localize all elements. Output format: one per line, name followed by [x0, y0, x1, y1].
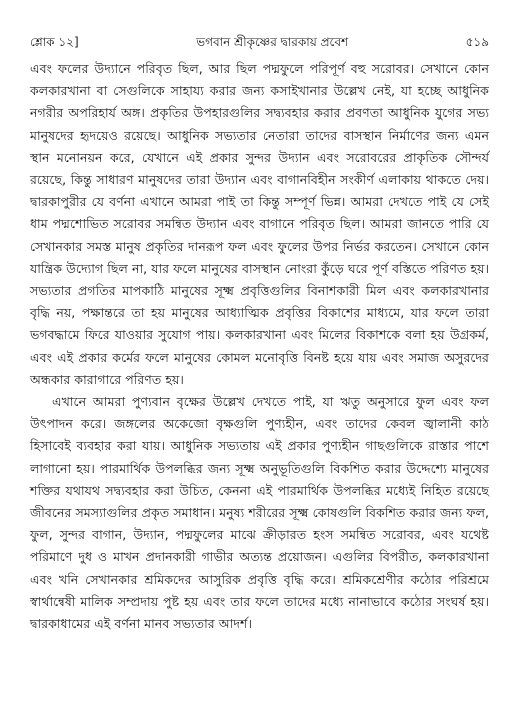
- page-number: ৫১৯: [465, 35, 489, 49]
- chapter-title: ভগবান শ্রীকৃষ্ণের দ্বারকায় প্রবেশ: [196, 35, 349, 49]
- paragraph: এবং ফলের উদ্যানে পরিবৃত ছিল, আর ছিল পদ্মফুলে পরিপূর্ণ বহু সরোবর। সেখানে কোন কলকারখানা বা সেগুলিকে সাহায্য করার জন্য কসাইখানার উল্লেখ নেই, যা হচ্ছে আধুনিক নগরীর অপরিহার্য অঙ্গ। প্রকৃতির উপহারগুলির সদ্ব্যবহার করার প্রবণতা আধুনিক যুগের সভ্য মানুষদের হৃদয়েও রয়েছে। আধুনিক সভ্যতার নেতারা তাদের বাসস্থান নির্মাণের জন্য এমন স্থান মনোনয়ন করে, যেখানে এই প্রকার সুন্দর উদ্যান এবং সরোবরের প্রাকৃতিক সৌন্দর্য রয়েছে, কিন্তু সাধারণ মানুষদের তারা উদ্যান এবং বাগানবিহীন সংকীর্ণ এলাকায় থাকতে দেয়। দ্বারকাপুরীর যে বর্ণনা এখানে আমরা পাই তা কিন্তু সম্পূর্ণ ভিন্ন। আমরা দেখতে পাই যে সেই ধাম পদ্মশোভিত সরোবর সমন্বিত উদ্যান এবং বাগানে পরিবৃত ছিল। আমরা জানতে পারি যে সেখানকার সমস্ত মানুষ প্রকৃতির দানরূপ ফল এবং ফুলের উপর নির্ভর করতেন। সেখানে কোন যান্ত্রিক উদ্যোগ ছিল না, যার ফলে মানুষের বাসস্থান নোংরা কুঁড়ে ঘরে পূর্ণ বস্তিতে পরিণত হয়। সভ্যতার প্রগতির মাপকাঠি মানুষের সূক্ষ্ম প্রবৃত্তিগুলির বিনাশকারী মিল এবং কলকারখানার বৃদ্ধি নয়, পক্ষান্তরে তা হয় মানুষের আধ্যাত্মিক প্রবৃত্তির বিকাশের মাধ্যমে, যার ফলে তারা ভগবদ্ধামে ফিরে যাওয়ার সুযোগ পায়। কলকারখানা এবং মিলের বিকাশকে বলা হয় উগ্রকর্ম, এবং এই প্রকার কর্মের ফলে মানুষের কোমল মনোবৃত্তি বিনষ্ট হয়ে যায় এবং সমাজ অসুরদের অন্ধকার কারাগারে পরিণত হয়।: [30, 61, 489, 387]
- paragraph: এখানে আমরা পুণ্যবান বৃক্ষের উল্লেখ দেখতে পাই, যা ঋতু অনুসারে ফুল এবং ফল উৎপাদন করে। জঙ্গলের অকেজো বৃক্ষগুলি পুণ্যহীন, এবং তাদের কেবল জ্বালানী কাঠ হিসাবেই ব্যবহার করা যায়। আধুনিক সভ্যতায় এই প্রকার পুণ্যহীন গাছগুলিকে রাস্তার পাশে লাগানো হয়। পারমার্থিক উপলব্ধির জন্য সূক্ষ্ম অনুভূতিগুলি বিকশিত করার উদ্দেশ্যে মানুষের শক্তির যথাযথ সদ্ব্যবহার করা উচিত, কেননা এই পারমার্থিক উপলব্ধির মধ্যেই নিহিত রয়েছে জীবনের সমস্যাগুলির প্রকৃত সমাধান। মনুষ্য শরীরের সূক্ষ্ম কোষগুলি বিকশিত করার জন্য ফল, ফুল, সুন্দর বাগান, উদ্যান, পদ্মফুলের মাঝে ক্রীড়ারত হংস সমন্বিত সরোবর, এবং যথেষ্ট পরিমাণে দুধ ও মাখন প্রদানকারী গাভীর অত্যন্ত প্রয়োজন। এগুলির বিপরীত, কলকারখানা এবং খনি সেখানকার শ্রমিকদের আসুরিক প্রবৃত্তি বৃদ্ধি করে। শ্রমিকশ্রেণীর কঠোর পরিশ্রমে স্বার্থান্বেষী মালিক সম্প্রদায় পুষ্ট হয় এবং তার ফলে তাদের মধ্যে নানাভাবে কঠোর সংঘর্ষ হয়। দ্বারকাধামের এই বর্ণনা মানব সভ্যতার আদর্শ।: [30, 394, 489, 632]
- body-text: [30, 58, 489, 635]
- verse-reference: শ্লোক ১২]: [30, 35, 79, 49]
- running-header: [30, 34, 489, 50]
